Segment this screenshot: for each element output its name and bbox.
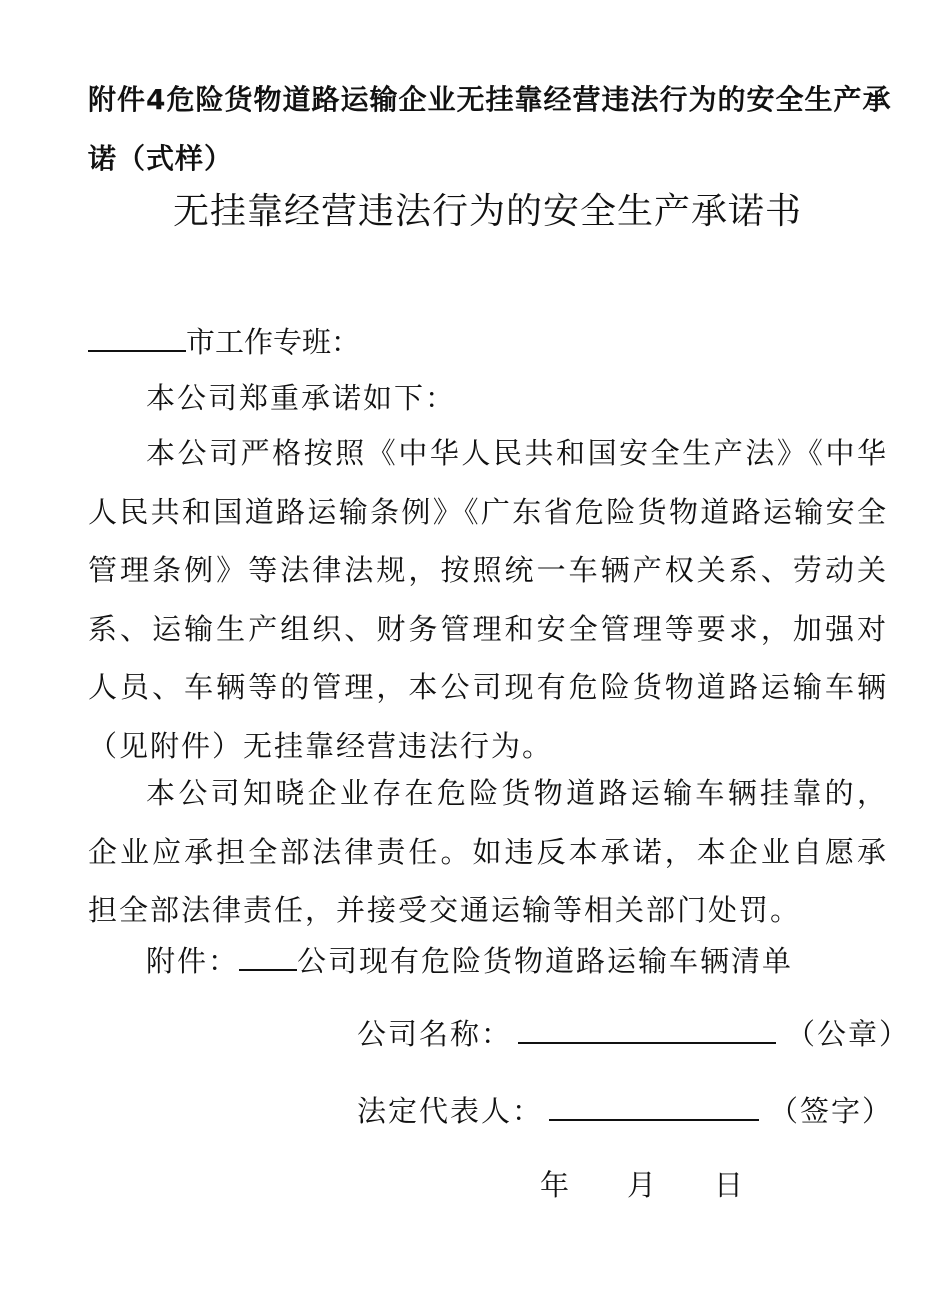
attachment-company-blank[interactable]: [239, 943, 297, 971]
paragraph-1: 本公司严格按照《中华人民共和国安全生产法》《中华人民共和国道路运输条例》《广东省危险货物道路运输安全管理条例》等法律法规，按照统一车辆产权关系、劳动关系、运输生产组织、财务管理和安全管理等要求，加强对人员、车辆等的管理，本公司现有危险货物道路运输车辆（见附件）无挂靠经营违法行为。: [88, 436, 888, 763]
legal-representative-label: 法定代表人：: [357, 1094, 544, 1128]
opening-statement: 本公司郑重承诺如下：: [146, 381, 457, 415]
signature-note: （签字）: [769, 1094, 894, 1128]
date-month: 月: [627, 1168, 657, 1202]
company-seal-note: （公章）: [786, 1017, 911, 1051]
attachment-label: 附件：: [146, 944, 240, 978]
company-name-label: 公司名称：: [357, 1017, 513, 1051]
legal-representative-blank[interactable]: [549, 1093, 759, 1121]
recipient-city-blank[interactable]: [88, 324, 186, 352]
date-day: 日: [714, 1168, 744, 1202]
attachment-heading: 附件4危险货物道路运输企业无挂靠经营违法行为的安全生产承诺（式样）: [88, 83, 892, 175]
recipient-label: 市工作专班：: [186, 325, 361, 359]
attachment-text: 公司现有危险货物道路运输车辆清单: [297, 944, 794, 978]
company-name-line: [357, 1014, 910, 1054]
legal-representative-line: [357, 1091, 893, 1131]
company-name-blank[interactable]: [518, 1016, 776, 1044]
attachment-line: [146, 941, 793, 981]
date-year: 年: [540, 1168, 570, 1202]
paragraph-2: 本公司知晓企业存在危险货物道路运输车辆挂靠的，企业应承担全部法律责任。如违反本承诺，本企业自愿承担全部法律责任，并接受交通运输等相关部门处罚。: [88, 776, 888, 927]
date-line: [540, 1165, 743, 1205]
recipient-line: [88, 322, 360, 362]
document-title: 无挂靠经营违法行为的安全生产承诺书: [172, 191, 802, 232]
